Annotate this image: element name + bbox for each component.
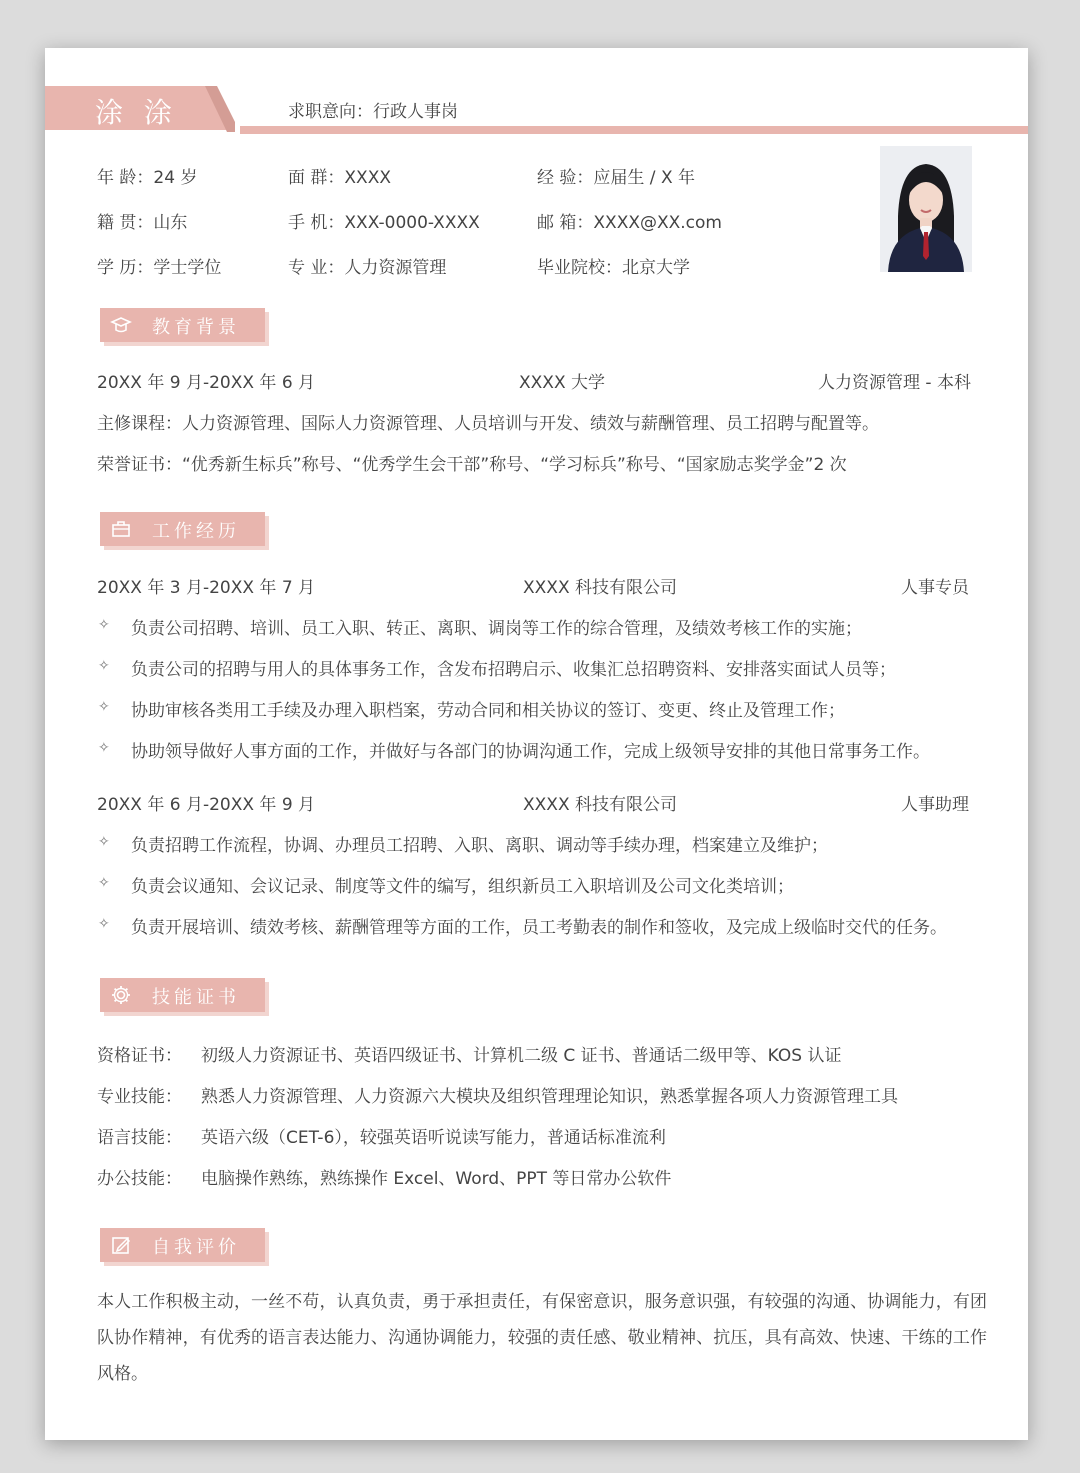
job-duty: 负责公司的招聘与用人的具体事务工作，含发布招聘启示、收集汇总招聘资料、安排落实面试人员等； [131, 660, 896, 680]
edu-school: XXXX 大学 [519, 373, 605, 393]
edit-icon [110, 1234, 132, 1256]
edu-period: 20XX 年 9 月-20XX 年 6 月 [97, 373, 316, 393]
resume-page [45, 48, 1028, 1440]
info-experience: 经 验：应届生 / X 年 [537, 168, 695, 188]
info-age: 年 龄：24 岁 [97, 168, 198, 188]
job-role: 人事专员 [901, 578, 969, 598]
bullet-icon: ✧ [98, 658, 110, 674]
skill-label: 语言技能： [97, 1128, 182, 1148]
self-evaluation-text: 本人工作积极主动，一丝不苟，认真负责，勇于承担责任，有保密意识，服务意识强，有较强的沟通、协调能力，有团队协作精神，有优秀的语言表达能力、沟通协调能力，较强的责任感、敬业精神、抗压，具有高效、快速、干练的工作风格。 [97, 1292, 987, 1384]
section-header-skills [100, 978, 265, 1012]
job-duty: 协助审核各类用工手续及办理入职档案，劳动合同和相关协议的签订、变更、终止及管理工作； [131, 701, 845, 721]
info-phone: 手 机：XXX-0000-XXXX [288, 213, 480, 233]
section-title: 技能证书 [152, 987, 240, 1008]
info-email: 邮 箱：XXXX@XX.com [537, 213, 722, 233]
section-header-self-eval [100, 1228, 265, 1262]
candidate-name: 涂 涂 [95, 96, 178, 129]
header-divider [240, 126, 1028, 134]
skill-label: 资格证书： [97, 1046, 182, 1066]
section-header-work [100, 512, 265, 546]
briefcase-icon [110, 518, 132, 540]
bullet-icon: ✧ [98, 875, 110, 891]
info-hometown: 籍 贯：山东 [97, 213, 188, 233]
job-role: 人事助理 [901, 795, 969, 815]
graduation-cap-icon [110, 314, 132, 336]
skill-value: 英语六级（CET-6），较强英语听说读写能力，普通话标准流利 [201, 1128, 666, 1148]
skill-value: 熟悉人力资源管理、人力资源六大模块及组织管理理论知识，熟悉掌握各项人力资源管理工具 [201, 1087, 898, 1107]
skill-label: 专业技能： [97, 1087, 182, 1107]
info-degree: 学 历：学士学位 [97, 258, 222, 278]
section-title: 教育背景 [152, 317, 240, 338]
job-duty: 负责招聘工作流程，协调、办理员工招聘、入职、离职、调动等手续办理，档案建立及维护； [131, 836, 828, 856]
bullet-icon: ✧ [98, 740, 110, 756]
bullet-icon: ✧ [98, 617, 110, 633]
job-objective: 求职意向：行政人事岗 [288, 102, 458, 122]
skill-value: 电脑操作熟练，熟练操作 Excel、Word、PPT 等日常办公软件 [201, 1169, 672, 1189]
section-header-education [100, 308, 265, 342]
bullet-icon: ✧ [98, 834, 110, 850]
skill-value: 初级人力资源证书、英语四级证书、计算机二级 C 证书、普通话二级甲等、KOS 认证 [201, 1046, 842, 1066]
info-politics: 面 群：XXXX [288, 168, 391, 188]
job-period: 20XX 年 3 月-20XX 年 7 月 [97, 578, 316, 598]
section-title: 工作经历 [152, 521, 240, 542]
job-duty: 负责开展培训、绩效考核、薪酬管理等方面的工作，员工考勤表的制作和签收，及完成上级临时交代的任务。 [131, 918, 947, 938]
gear-icon [110, 984, 132, 1006]
job-duty: 协助领导做好人事方面的工作，并做好与各部门的协调沟通工作，完成上级领导安排的其他日常事务工作。 [131, 742, 930, 762]
job-duty: 负责公司招聘、培训、员工入职、转正、离职、调岗等工作的综合管理，及绩效考核工作的实施； [131, 619, 862, 639]
job-period: 20XX 年 6 月-20XX 年 9 月 [97, 795, 316, 815]
info-major: 专 业：人力资源管理 [288, 258, 447, 278]
skill-label: 办公技能： [97, 1169, 182, 1189]
bullet-icon: ✧ [98, 699, 110, 715]
job-company: XXXX 科技有限公司 [523, 795, 677, 815]
job-duty: 负责会议通知、会议记录、制度等文件的编写，组织新员工入职培训及公司文化类培训； [131, 877, 794, 897]
edu-honors: 荣誉证书：“优秀新生标兵”称号、“优秀学生会干部”称号、“学习标兵”称号、“国家励志奖学金”2 次 [97, 455, 847, 475]
section-title: 自我评价 [152, 1237, 240, 1258]
edu-courses: 主修课程：人力资源管理、国际人力资源管理、人员培训与开发、绩效与薪酬管理、员工招聘与配置等。 [97, 414, 879, 434]
info-school: 毕业院校：北京大学 [537, 258, 690, 278]
edu-degree: 人力资源管理 - 本科 [818, 373, 971, 393]
profile-photo [880, 146, 972, 272]
job-company: XXXX 科技有限公司 [523, 578, 677, 598]
bullet-icon: ✧ [98, 916, 110, 932]
